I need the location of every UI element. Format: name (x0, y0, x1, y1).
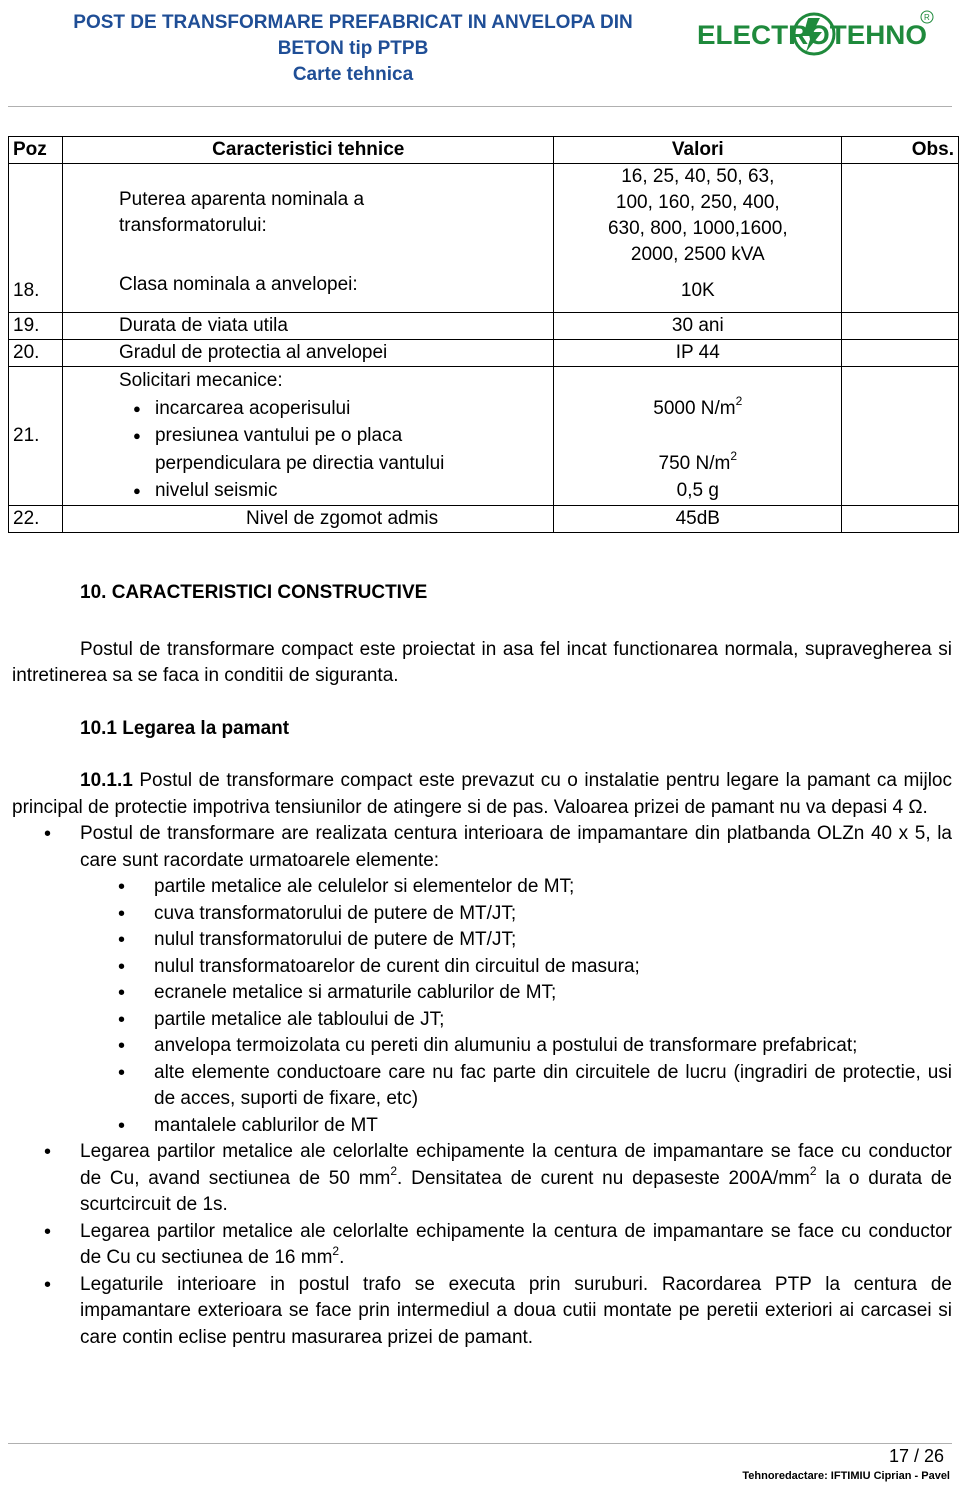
registered-mark: R (924, 13, 930, 22)
table-row (9, 367, 959, 506)
row-valoare: 45dB (554, 505, 842, 532)
footer-divider (8, 1443, 952, 1444)
bullet-icon: ● (133, 428, 141, 443)
row-obs (842, 340, 959, 367)
section-intro: Postul de transformare compact este proiectat in asa fel incat functionarea normala, supravegherea si intretinerea sa se faca in conditii de siguranta. (12, 638, 952, 686)
row-obs (842, 367, 959, 506)
row-caracteristica: Nivel de zgomot admis (62, 505, 554, 532)
page-header (0, 0, 960, 110)
row-poz: 19. (9, 313, 63, 340)
list-item: • alte elemente conductoare care nu fac parte din circuitele de lucru (ingradiri de protectie, usi de acces, suporti de fixare, etc) (80, 1060, 952, 1113)
list-item: • Legarea partilor metalice ale celorlalte echipamente la centura de impamantare se face cu conductor de Cu cu sectiunea de 16 $mm^2$. (12, 1219, 952, 1272)
list-item: • mantalele cablurilor de MT (80, 1113, 952, 1140)
technical-specs-table (8, 136, 959, 533)
row-obs (842, 505, 959, 532)
row-poz: 22. (9, 505, 63, 532)
row-obs (842, 313, 959, 340)
electrotehno-logo (695, 8, 935, 62)
table-row (9, 313, 959, 340)
row-obs (842, 164, 959, 313)
list-item: ● incarcarea acoperisului (119, 395, 550, 423)
list-item: • nulul transformatoarelor de curent din circuitul de masura; (80, 954, 952, 981)
subsection-paragraph: 10.1.1 Postul de transformare compact este prevazut cu o instalatie pentru legare la pamant ca mijloc principal de protectie impotriva tensiunilor de atingere si de pas. Valoarea prizei de pamant nu va depasi 4 Ω. (12, 770, 952, 818)
row-valoare: IP 44 (554, 340, 842, 367)
header-poz: Poz (9, 137, 63, 164)
table-row (9, 505, 959, 532)
section-content (12, 580, 952, 1351)
list-item: • nulul transformatorului de putere de MT/JT; (80, 927, 952, 954)
subsection-heading: 10.1 Legarea la pamant (80, 717, 290, 739)
list-item: • partile metalice ale celulelor si elementelor de MT; (80, 874, 952, 901)
list-item: • Legarea partilor metalice ale celorlalte echipamente la centura de impamantare se face cu conductor de Cu, avand sectiunea de 50 $mm^2$. Densitatea de curent nu depaseste $200A/mm^2$ la o durata de scurtcircuit de 1s. (12, 1139, 952, 1219)
connected-elements-list (12, 874, 952, 1139)
row-caracteristica: Durata de viata utila (62, 313, 554, 340)
title-line-3: Carte tehnica (292, 64, 414, 85)
list-item: ● presiunea vantului pe o placa (119, 422, 550, 450)
list-item: • cuva transformatorului de putere de MT/JT; (80, 901, 952, 928)
row-valoare: 30 ani (554, 313, 842, 340)
title-line-2: BETON tip PTPB (277, 38, 429, 59)
list-item: • ecranele metalice si armaturile cablurilor de MT; (80, 980, 952, 1007)
row-poz: 20. (9, 340, 63, 367)
title-line-1: POST DE TRANSFORMARE PREFABRICAT IN ANVELOPA DIN (73, 12, 633, 33)
section-heading: 10. CARACTERISTICI CONSTRUCTIVE (80, 582, 428, 603)
list-item: • anvelopa termoizolata cu pereti din alumuniu a postului de transformare prefabricat; (80, 1033, 952, 1060)
grounding-list (12, 821, 952, 1351)
page-number: 17 / 26 (888, 1446, 944, 1466)
header-valori: Valori (554, 137, 842, 164)
logo-text: ELECTROTEHNO (697, 20, 927, 50)
row-caracteristica: Solicitari mecanice: ● incarcarea acoperisului ● presiunea vantului pe o placa perpendiculara pe directia vantului ● nivelul seismic (62, 367, 554, 506)
row-caracteristica: Gradul de protectia al anvelopei (62, 340, 554, 367)
header-obs: Obs. (842, 137, 959, 164)
table-header-row (9, 137, 959, 164)
row-valoare: 5000 $N/m^2$ 750 $N/m^2$ 0,5 g (554, 367, 842, 506)
list-item: • Postul de transformare are realizata centura interioara de impamantare din platbanda OLZn 40 x 5, la care sunt racordate urmatoarele elemente: • partile metalice ale celulelor si elementelor de MT; • cuva transformatorului de putere de MT/JT; • nulul transformatorului de putere de MT/JT; • nulul transformatoarelor de curent din circuitul de masura; • ecranele metalice si armaturile cablurilor de MT; • partile metalice ale tabloului de JT; • anvelopa termoizolata cu pereti din alumuniu a postului de transformare prefabricat; • alte elemente conductoare care nu fac parte din circuitele de lucru (ingradiri de protectie, usi de acces, suporti de fixare, etc) • mantalele cablurilor de MT (12, 821, 952, 1139)
list-item: • Legaturile interioare in postul trafo se executa prin suruburi. Racordarea PTP la centura de impamantare exterioara se face prin intermediul a doua cutii montate pe peretii exteriori ai carcasei si care contin eclise pentru masurarea prizei de pamant. (12, 1272, 952, 1352)
list-item: • partile metalice ale tabloului de JT; (80, 1007, 952, 1034)
row-poz: 18. (9, 164, 63, 313)
header-caracteristici: Caracteristici tehnice (62, 137, 554, 164)
table-row (9, 340, 959, 367)
editor-credit: Tehnoredactare: IFTIMIU Ciprian - Pavel (742, 1470, 950, 1482)
bullet-icon: ● (133, 400, 141, 416)
list-item: ● nivelul seismic (119, 477, 550, 505)
header-divider (8, 106, 952, 107)
row-caracteristica: Puterea aparenta nominala a transformatorului: Clasa nominala a anvelopei: (62, 164, 554, 313)
list-item: perpendiculara pe directia vantului (154, 452, 445, 474)
row-valoare: 16, 25, 40, 50, 63, 100, 160, 250, 400, 630, 800, 1000,1600, 2000, 2500 kVA 10K (554, 164, 842, 313)
table-row (9, 164, 959, 313)
bullet-icon: ● (133, 483, 141, 498)
row-poz: 21. (9, 367, 63, 506)
document-title (28, 10, 678, 88)
